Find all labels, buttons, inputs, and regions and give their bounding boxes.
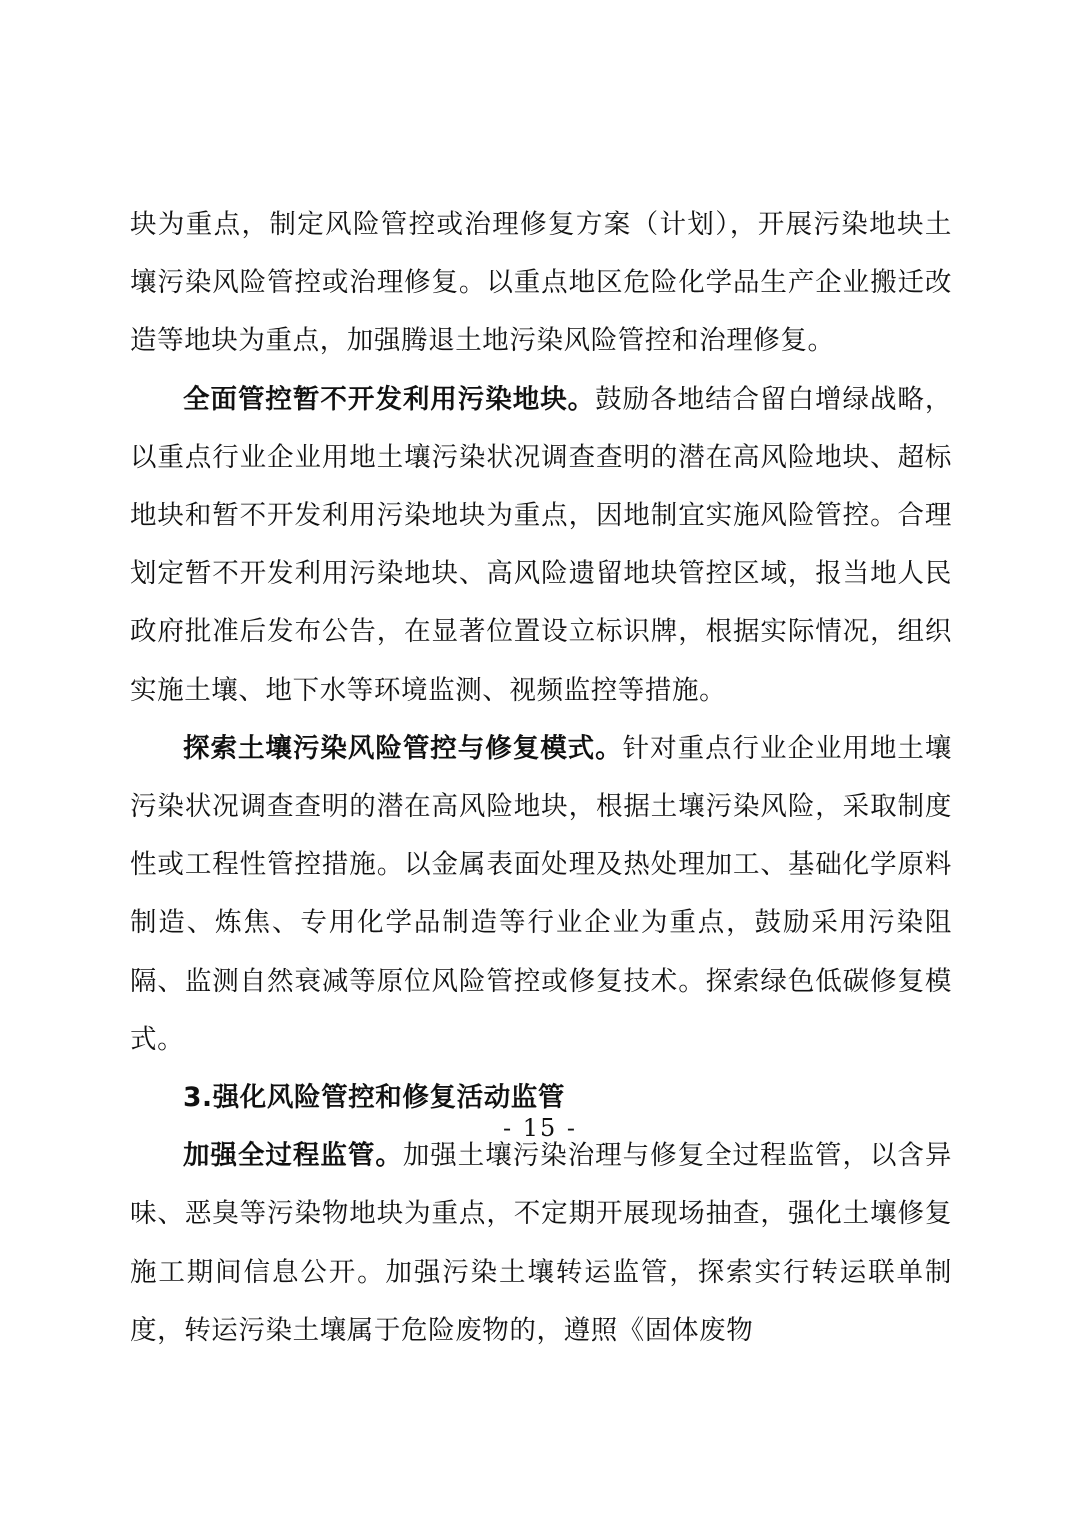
paragraph-whole-process-supervision — [130, 1127, 952, 1360]
paragraph-continuation — [130, 196, 952, 371]
document-body — [130, 196, 952, 1360]
paragraph-text: 加强土壤污染治理与修复全过程监管，以含异味、恶臭等污染物地块为重点，不定期开展现场抽查，强化土壤修复施工期间信息公开。加强污染土壤转运监管，探索实行转运联单制度，转运污染土壤属于危险废物的，遵照《固体废物 — [130, 1140, 952, 1346]
paragraph-explore-remediation-model — [130, 720, 952, 1069]
paragraph-text: 针对重点行业企业用地土壤污染状况调查查明的潜在高风险地块，根据土壤污染风险，采取制度性或工程性管控措施。以金属表面处理及热处理加工、基础化学原料制造、炼焦、专用化学品制造等行业企业为重点，鼓励采用污染阻隔、监测自然衰减等原位风险管控或修复技术。探索绿色低碳修复模式。 — [130, 732, 952, 1055]
paragraph-lead: 全面管控暂不开发利用污染地块。 — [183, 383, 596, 415]
paragraph-text: 块为重点，制定风险管控或治理修复方案（计划），开展污染地块土壤污染风险管控或治理修复。以重点地区危险化学品生产企业搬迁改造等地块为重点，加强腾退土地污染风险管控和治理修复。 — [130, 209, 952, 357]
paragraph-lead: 探索土壤污染风险管控与修复模式。 — [183, 732, 623, 764]
paragraph-lead: 加强全过程监管。 — [183, 1140, 403, 1172]
paragraph-text: 鼓励各地结合留白增绿战略，以重点行业企业用地土壤污染状况调查查明的潜在高风险地块、超标地块和暂不开发利用污染地块为重点，因地制宜实施风险管控。合理划定暂不开发利用污染地块、高风险遗留地块管控区域，报当地人民政府批准后发布公告，在显著位置设立标识牌，根据实际情况，组织实施土壤、地下水等环境监测、视频监控等措施。 — [130, 383, 952, 706]
page-number: - 15 - — [502, 1114, 577, 1142]
paragraph-manage-undeveloped-land — [130, 371, 952, 720]
section-heading: 3.强化风险管控和修复活动监管 — [183, 1082, 566, 1114]
